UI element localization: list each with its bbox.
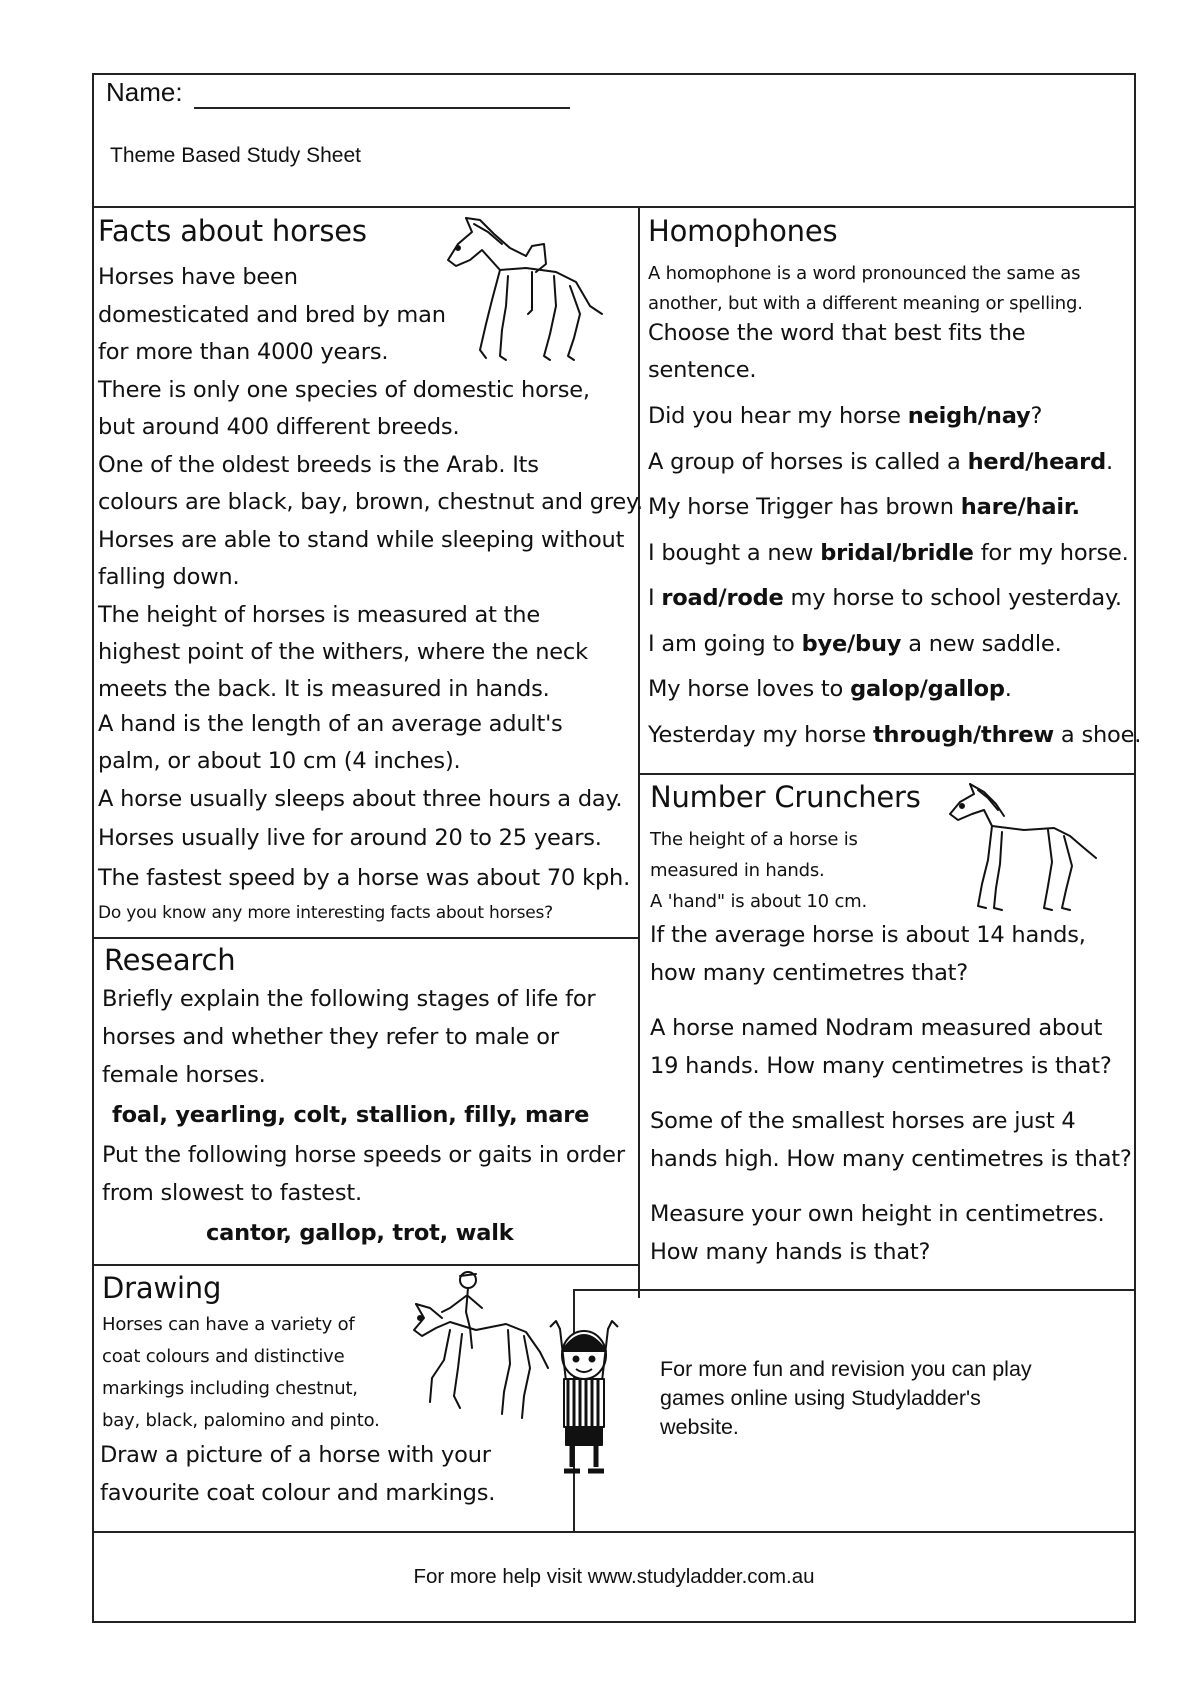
rider-horse-illustration (406, 1268, 556, 1428)
numbers-q1-line-2: how many centimetres that? (650, 960, 969, 986)
promo-line: website. (660, 1415, 739, 1439)
name-label: Name: (106, 77, 183, 107)
numbers-q3-line-1: Some of the smallest horses are just 4 (650, 1108, 1076, 1134)
pony-illustration (944, 780, 1104, 915)
research-stages: foal, yearling, colt, stallion, filly, mare (112, 1102, 590, 1128)
research-text-3: female horses. (102, 1062, 266, 1088)
fact-line: falling down. (98, 564, 240, 590)
homophone-sentence: My horse loves to galop/gallop. (648, 676, 1012, 702)
fact-line: palm, or about 10 cm (4 inches). (98, 747, 461, 774)
horse-saddle-illustration (436, 210, 616, 370)
numbers-intro-3: A 'hand" is about 10 cm. (650, 891, 867, 912)
homophones-intro-2: another, but with a different meaning or spelling. (648, 293, 1083, 314)
fact-line: domesticated and bred by man (98, 301, 446, 328)
research-text-4: Put the following horse speeds or gaits in order (102, 1142, 625, 1168)
fact-line: The height of horses is measured at the (98, 601, 541, 628)
sheet-subtitle: Theme Based Study Sheet (110, 144, 361, 167)
header-divider (94, 206, 1134, 208)
homophone-sentence: I am going to bye/buy a new saddle. (648, 630, 1062, 657)
numbers-title: Number Crunchers (650, 780, 921, 814)
homophone-sentence: I road/rode my horse to school yesterday. (648, 585, 1122, 611)
numbers-q2-line-2: 19 hands. How many centimetres is that? (650, 1053, 1112, 1079)
homophone-sentence: Yesterday my horse through/threw a shoe. (648, 721, 1142, 748)
promo-line: games online using Studyladder's (660, 1386, 981, 1410)
homophone-sentence: A group of horses is called a herd/heard. (648, 448, 1113, 475)
numbers-q4-line-1: Measure your own height in centimetres. (650, 1201, 1105, 1227)
drawing-task-2: favourite coat colour and markings. (100, 1480, 496, 1506)
fact-line: for more than 4000 years. (98, 339, 389, 365)
facts-title: Facts about horses (98, 214, 367, 248)
promo-text (660, 1355, 1032, 1442)
drawing-small-1: Horses can have a variety of (102, 1314, 355, 1335)
study-sheet (92, 73, 1142, 1623)
fact-line: A hand is the length of an average adult's (98, 710, 563, 737)
homophones-instruction-1: Choose the word that best fits the (648, 320, 1026, 346)
fact-line: A horse usually sleeps about three hours a day. (98, 785, 623, 812)
footer-link-text: For more help visit www.studyladder.com.au (413, 1565, 815, 1588)
drawing-small-4: bay, black, palomino and pinto. (102, 1410, 380, 1431)
homophones-title: Homophones (648, 214, 838, 248)
homophone-sentence: Did you hear my horse neigh/nay? (648, 403, 1043, 429)
research-gaits: cantor, gallop, trot, walk (206, 1220, 514, 1246)
promo-line: For more fun and revision you can play (660, 1357, 1032, 1381)
fact-line: meets the back. It is measured in hands. (98, 675, 550, 702)
homophone-sentence: My horse Trigger has brown hare/hair. (648, 494, 1080, 520)
numbers-q4-line-2: How many hands is that? (650, 1239, 931, 1265)
fact-line: Horses are able to stand while sleeping without (98, 526, 625, 553)
fact-line: There is only one species of domestic horse, (98, 376, 590, 403)
fact-line: One of the oldest breeds is the Arab. Its (98, 451, 539, 478)
drawing-small-3: markings including chestnut, (102, 1378, 358, 1399)
numbers-q2-line-1: A horse named Nodram measured about (650, 1015, 1103, 1041)
drawing-title: Drawing (102, 1271, 222, 1305)
promo-top-divider (574, 1289, 1134, 1291)
research-drawing-divider (94, 1264, 639, 1266)
homophone-sentence: I bought a new bridal/bridle for my horse. (648, 539, 1129, 566)
facts-research-divider (94, 937, 639, 939)
research-text-1: Briefly explain the following stages of life for (102, 986, 596, 1012)
numbers-intro-1: The height of a horse is (650, 829, 858, 850)
homophones-intro-1: A homophone is a word pronounced the same as (648, 263, 1081, 284)
referee-mascot (546, 1321, 622, 1481)
numbers-intro-2: measured in hands. (650, 860, 825, 881)
homophones-sentences (648, 394, 1141, 758)
name-underline (194, 107, 570, 109)
numbers-q1-line-1: If the average horse is about 14 hands, (650, 922, 1086, 948)
fact-line: highest point of the withers, where the neck (98, 639, 588, 665)
drawing-small-2: coat colours and distinctive (102, 1346, 345, 1367)
fact-line: but around 400 different breeds. (98, 414, 460, 440)
drawing-task-1: Draw a picture of a horse with your (100, 1442, 491, 1468)
numbers-q3-line-2: hands high. How many centimetres is that? (650, 1146, 1132, 1172)
fact-line: The fastest speed by a horse was about 70 kph. (98, 864, 631, 891)
footer-divider (94, 1531, 1134, 1533)
research-text-5: from slowest to fastest. (102, 1180, 362, 1206)
fact-line: Horses usually live for around 20 to 25 years. (98, 824, 602, 851)
facts-question: Do you know any more interesting facts about horses? (98, 902, 553, 923)
fact-line: Horses have been (98, 264, 298, 290)
homophones-instruction-2: sentence. (648, 357, 757, 383)
research-title: Research (104, 943, 236, 977)
homophones-numbers-divider (639, 773, 1134, 775)
fact-line: colours are black, bay, brown, chestnut and grey. (98, 489, 643, 515)
research-text-2: horses and whether they refer to male or (102, 1024, 559, 1050)
